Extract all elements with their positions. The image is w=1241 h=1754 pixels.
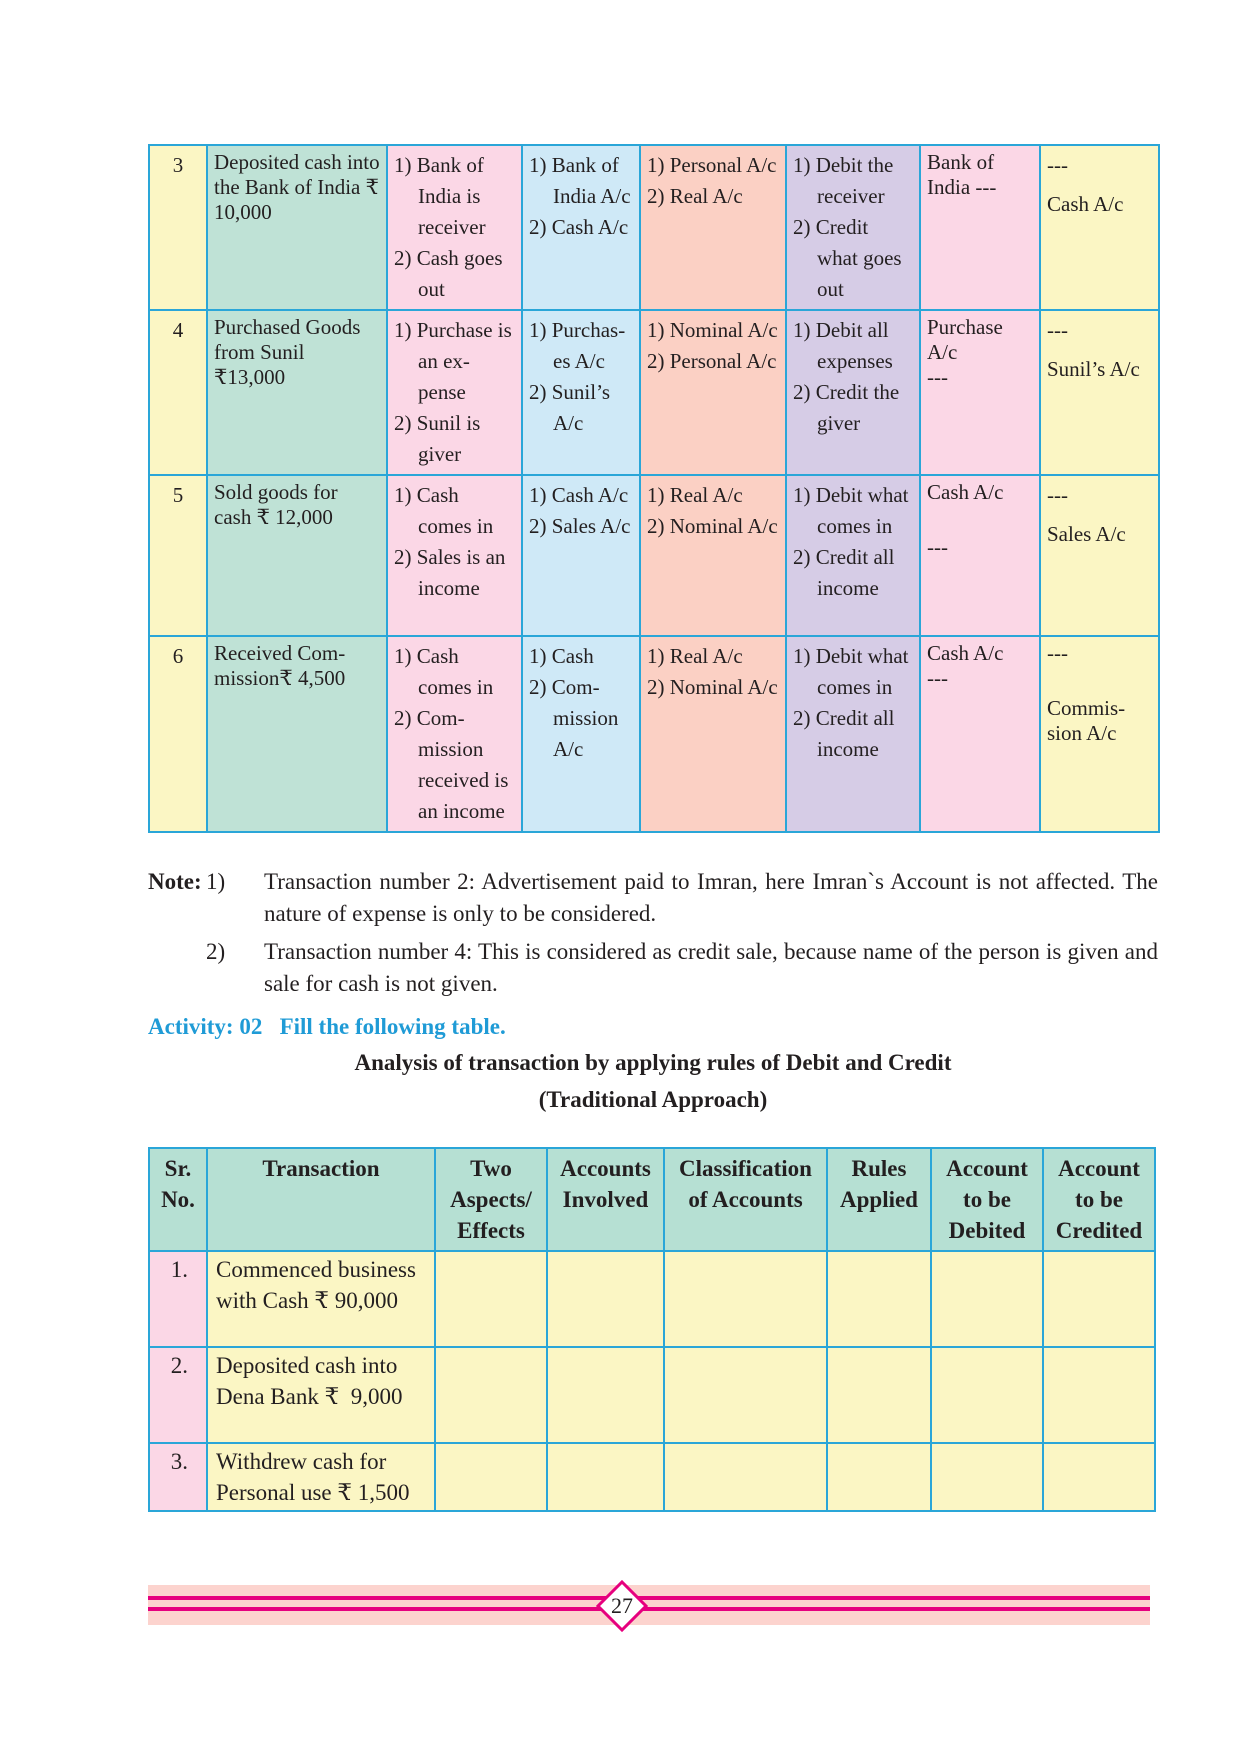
sr-cell: 5: [149, 475, 207, 636]
rules-cell: [786, 475, 920, 636]
page-number: 27: [611, 1593, 633, 1618]
classification-cell: [640, 145, 786, 310]
rules-blank-cell[interactable]: [827, 1347, 931, 1443]
accounts-cell: [522, 310, 640, 475]
accounts-blank-cell[interactable]: [547, 1443, 664, 1511]
header-transaction: Transaction: [207, 1148, 435, 1251]
header-sr-no: Sr. No.: [149, 1148, 207, 1251]
rules-blank-cell[interactable]: [827, 1443, 931, 1511]
credit-item: Sales A/c: [1047, 522, 1126, 546]
classification-cell: [640, 636, 786, 832]
rule-item: 1) Debit all expenses: [793, 318, 893, 373]
account-item: 2) Sunil’s A/c: [529, 380, 611, 435]
debit-blank-cell[interactable]: [931, 1347, 1043, 1443]
debit-item: Bank of India ---: [927, 150, 997, 199]
accounts-cell: [522, 636, 640, 832]
transaction-cell: Deposited cash into Dena Bank ₹ 9,000: [207, 1347, 435, 1443]
credit-item: ---: [1047, 153, 1068, 177]
header-row: [149, 1148, 1155, 1251]
header-account-credited: Account to be Credited: [1043, 1148, 1155, 1251]
table-row: [149, 310, 1159, 475]
credit-item: Commis-sion A/c: [1047, 696, 1126, 745]
rules-cell: [786, 145, 920, 310]
accounts-blank-cell[interactable]: [547, 1251, 664, 1347]
aspect-item: 1) Cash comes in: [394, 483, 494, 538]
classification-blank-cell[interactable]: [664, 1443, 827, 1511]
note-text: Transaction number 4: This is considered as credit sale, because name of the person is given and sale for cash is not given.: [264, 939, 1158, 996]
aspect-item: 2) Com-mission received is an income: [394, 706, 509, 823]
aspects-cell: [387, 636, 522, 832]
aspects-blank-cell[interactable]: [435, 1251, 547, 1347]
debit-item: ---: [927, 535, 948, 559]
credit-cell: [1040, 475, 1159, 636]
sr-cell: 6: [149, 636, 207, 832]
credit-cell: [1040, 310, 1159, 475]
table-row: [149, 1251, 1155, 1347]
aspects-cell: [387, 145, 522, 310]
aspect-item: 1) Bank of India is receiver: [394, 153, 486, 239]
account-item: 1) Purchas-es A/c: [529, 318, 626, 373]
classification-item: 1) Real A/c: [647, 644, 743, 668]
classification-blank-cell[interactable]: [664, 1251, 827, 1347]
footer-band: [148, 1585, 1150, 1625]
table-row: [149, 475, 1159, 636]
rule-item: 1) Debit what comes in: [793, 483, 909, 538]
sr-cell: 3.: [149, 1443, 207, 1511]
section-subtitle: (Traditional Approach): [538, 1087, 768, 1112]
section-title: Analysis of transaction by applying rules of Debit and Credit: [354, 1050, 952, 1075]
credit-item: ---: [1047, 483, 1068, 507]
header-classification: Classification of Accounts: [664, 1148, 827, 1251]
transaction-cell: Deposited cash into the Bank of India ₹ 10,000: [207, 145, 387, 310]
sr-cell: 1.: [149, 1251, 207, 1347]
footer-line: [148, 1596, 1150, 1600]
sr-cell: 2.: [149, 1347, 207, 1443]
debit-blank-cell[interactable]: [931, 1251, 1043, 1347]
table-row: [149, 145, 1159, 310]
aspects-cell: [387, 310, 522, 475]
sr-cell: 3: [149, 145, 207, 310]
classification-item: 2) Real A/c: [647, 184, 743, 208]
aspect-item: 2) Cash goes out: [394, 246, 503, 301]
classification-item: 2) Nominal A/c: [647, 675, 778, 699]
account-item: 2) Sales A/c: [529, 514, 631, 538]
classification-cell: [640, 310, 786, 475]
transactions-analysis-table: [148, 144, 1160, 833]
credit-blank-cell[interactable]: [1043, 1443, 1155, 1511]
classification-cell: [640, 475, 786, 636]
rules-blank-cell[interactable]: [827, 1251, 931, 1347]
rule-item: 2) Credit the giver: [793, 380, 900, 435]
debit-item: ---: [927, 666, 948, 690]
credit-item: Sunil’s A/c: [1047, 357, 1140, 381]
note-number: 1): [206, 869, 226, 894]
aspect-item: 2) Sales is an income: [394, 545, 506, 600]
footer-line: [148, 1607, 1150, 1611]
credit-blank-cell[interactable]: [1043, 1347, 1155, 1443]
rule-item: 2) Credit all income: [793, 706, 895, 761]
classification-item: 1) Real A/c: [647, 483, 743, 507]
debit-cell: [920, 310, 1040, 475]
activity-table: [148, 1147, 1156, 1512]
credit-blank-cell[interactable]: [1043, 1251, 1155, 1347]
note-number: 2): [206, 939, 226, 964]
transaction-cell: Received Com-mission₹ 4,500: [207, 636, 387, 832]
sr-cell: 4: [149, 310, 207, 475]
debit-item: Purchase A/c: [927, 315, 1003, 364]
header-rules-applied: Rules Applied: [827, 1148, 931, 1251]
rule-item: 2) Credit all income: [793, 545, 895, 600]
transaction-cell: Purchased Goods from Sunil ₹13,000: [207, 310, 387, 475]
accounts-blank-cell[interactable]: [547, 1347, 664, 1443]
debit-item: Cash A/c: [927, 641, 1004, 665]
rules-cell: [786, 636, 920, 832]
aspects-blank-cell[interactable]: [435, 1443, 547, 1511]
credit-item: Cash A/c: [1047, 192, 1124, 216]
transaction-cell: Sold goods for cash ₹ 12,000: [207, 475, 387, 636]
aspect-item: 1) Purchase is an ex-pense: [394, 318, 512, 404]
rule-item: 1) Debit the receiver: [793, 153, 894, 208]
debit-cell: [920, 475, 1040, 636]
account-item: 1) Cash: [529, 644, 594, 668]
debit-cell: [920, 636, 1040, 832]
credit-cell: [1040, 636, 1159, 832]
debit-item: Cash A/c: [927, 480, 1004, 504]
note-label: Note:: [148, 869, 202, 894]
credit-cell: [1040, 145, 1159, 310]
note-text: Transaction number 2: Advertisement paid to Imran, here Imran`s Account is not affected. The nature of expense is only to be considered.: [264, 869, 1158, 926]
table-row: [149, 1347, 1155, 1443]
classification-blank-cell[interactable]: [664, 1347, 827, 1443]
rule-item: 1) Debit what comes in: [793, 644, 909, 699]
classification-item: 2) Personal A/c: [647, 349, 777, 373]
credit-item: ---: [1047, 641, 1068, 665]
header-account-debited: Account to be Debited: [931, 1148, 1043, 1251]
classification-item: 1) Personal A/c: [647, 153, 777, 177]
table-row: [149, 636, 1159, 832]
classification-item: 2) Nominal A/c: [647, 514, 778, 538]
accounts-cell: [522, 475, 640, 636]
notes-section: [148, 866, 1158, 1000]
aspect-item: 1) Cash comes in: [394, 644, 494, 699]
transaction-cell: Commenced business with Cash ₹ 90,000: [207, 1251, 435, 1347]
account-item: 2) Com-mission A/c: [529, 675, 619, 761]
credit-item: ---: [1047, 318, 1068, 342]
accounts-cell: [522, 145, 640, 310]
page-number-badge: [596, 1580, 648, 1632]
classification-item: 1) Nominal A/c: [647, 318, 778, 342]
header-accounts-involved: Accounts Involved: [547, 1148, 664, 1251]
table-row: [149, 1443, 1155, 1511]
note-item: [148, 866, 1158, 930]
transaction-cell: Withdrew cash for Personal use ₹ 1,500: [207, 1443, 435, 1511]
debit-blank-cell[interactable]: [931, 1443, 1043, 1511]
aspects-cell: [387, 475, 522, 636]
account-item: 2) Cash A/c: [529, 215, 629, 239]
aspect-item: 2) Sunil is giver: [394, 411, 481, 466]
activity-heading: Activity: 02 Fill the following table.: [148, 1014, 506, 1039]
aspects-blank-cell[interactable]: [435, 1347, 547, 1443]
rule-item: 2) Credit what goes out: [793, 215, 902, 301]
debit-cell: [920, 145, 1040, 310]
header-two-aspects: Two Aspects/ Effects: [435, 1148, 547, 1251]
rules-cell: [786, 310, 920, 475]
note-item: [148, 936, 1158, 1000]
account-item: 1) Cash A/c: [529, 483, 629, 507]
account-item: 1) Bank of India A/c: [529, 153, 631, 208]
debit-item: ---: [927, 365, 948, 389]
page-footer-band: [148, 1580, 1150, 1636]
